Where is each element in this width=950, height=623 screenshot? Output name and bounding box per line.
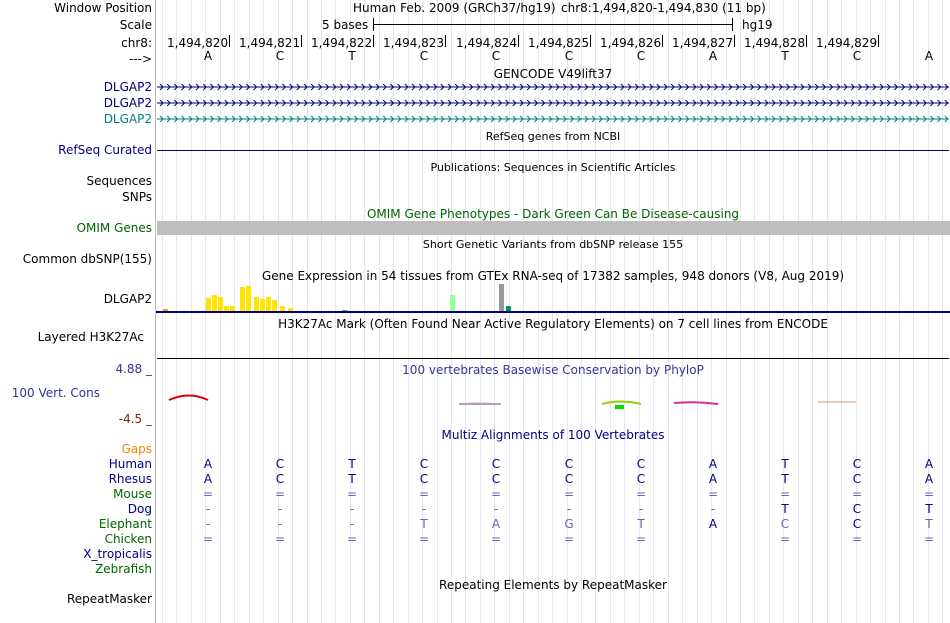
alignment-base-rhesus: A <box>708 472 718 486</box>
alignment-base-human: C <box>419 457 429 471</box>
alignment-base-human: C <box>636 457 646 471</box>
ruler-tick <box>373 35 374 47</box>
alignment-base-elephant: A <box>491 517 501 531</box>
chrom-label: chr8: <box>121 36 152 50</box>
alignment-base-dog: - <box>638 502 644 516</box>
publications-track-title[interactable]: Publications: Sequences in Scientific Articles <box>430 161 676 174</box>
gaps-label[interactable]: Gaps <box>121 442 152 456</box>
common-dbsnp-label[interactable]: Common dbSNP(155) <box>22 252 152 266</box>
gtex-tissue-bar <box>206 298 211 312</box>
alignment-base-human: C <box>852 457 862 471</box>
alignment-base-rhesus: C <box>852 472 862 486</box>
scale-label: Scale <box>119 18 152 32</box>
ruler-coordinate: 1,494,829 <box>816 36 878 50</box>
rhesus-label: Rhesus <box>108 472 152 486</box>
alignment-base-mouse: = <box>923 487 935 501</box>
alignment-base-human: A <box>708 457 718 471</box>
ruler-coordinate: 1,494,823 <box>383 36 445 50</box>
alignment-base-mouse: = <box>274 487 286 501</box>
zebrafish-label: Zebrafish <box>95 562 152 576</box>
alignment-base-dog: - <box>277 502 283 516</box>
ruler-tick <box>229 35 230 47</box>
alignment-base-rhesus: C <box>636 472 646 486</box>
alignment-base-elephant: C <box>780 517 790 531</box>
h3k27ac-baseline <box>157 358 949 359</box>
dlgap2-transcript-3[interactable] <box>157 119 949 120</box>
alignment-base-rhesus: A <box>924 472 934 486</box>
alignment-base-mouse: = <box>202 487 214 501</box>
alignment-base-chicken: = <box>635 532 647 546</box>
scale-text: 5 bases <box>322 18 369 32</box>
alignment-base-mouse: = <box>563 487 575 501</box>
phylop-min-label: -4.5 _ <box>118 412 152 426</box>
ruler-coordinate: 1,494,820 <box>167 36 229 50</box>
alignment-base-chicken: = <box>923 532 935 546</box>
alignment-base-dog: T <box>781 502 789 516</box>
ruler-base: T <box>348 49 356 63</box>
phylop-track-label[interactable]: 100 Vert. Cons <box>11 386 100 400</box>
dlgap2-label-2[interactable]: DLGAP2 <box>103 96 152 110</box>
alignment-base-mouse: = <box>635 487 647 501</box>
alignment-base-dog: - <box>421 502 427 516</box>
dog-label: Dog <box>127 502 152 516</box>
gtex-tissue-bar <box>266 297 271 312</box>
alignment-base-mouse: = <box>779 487 791 501</box>
alignment-base-elephant: - <box>205 517 211 531</box>
repeatmasker-track-title[interactable]: Repeating Elements by RepeatMasker <box>439 578 667 592</box>
alignment-base-chicken: = <box>851 532 863 546</box>
gtex-tissue-bar <box>260 299 265 312</box>
ruler-coordinate: 1,494,827 <box>672 36 734 50</box>
ruler-tick <box>878 35 879 47</box>
alignment-base-mouse: = <box>418 487 430 501</box>
alignment-base-elephant: - <box>349 517 355 531</box>
alignment-base-dog: - <box>566 502 572 516</box>
scale-bar-right-end <box>732 18 733 31</box>
ruler-tick <box>445 35 446 47</box>
layered-h3k27ac-label[interactable]: Layered H3K27Ac <box>37 330 144 344</box>
ruler-base: A <box>924 49 934 63</box>
ruler-coordinate: 1,494,821 <box>239 36 301 50</box>
ruler-base: T <box>781 49 789 63</box>
alignment-base-mouse: = <box>490 487 502 501</box>
ruler-coordinate: 1,494,822 <box>311 36 373 50</box>
alignment-base-elephant: G <box>564 517 574 531</box>
gtex-gene-label[interactable]: DLGAP2 <box>103 292 152 306</box>
ruler-coordinate: 1,494,828 <box>744 36 806 50</box>
ruler-tick <box>590 35 591 47</box>
ruler-coordinate: 1,494,826 <box>600 36 662 50</box>
gtex-tissue-bar <box>240 287 245 312</box>
sequences-label[interactable]: Sequences <box>86 174 152 188</box>
gtex-tissue-bar <box>499 284 504 312</box>
h3k27ac-track-title[interactable]: H3K27Ac Mark (Often Found Near Active Regulatory Elements) on 7 cell lines from ENCODE <box>278 317 828 331</box>
alignment-base-dog: T <box>925 502 933 516</box>
alignment-base-rhesus: A <box>203 472 213 486</box>
alignment-base-rhesus: C <box>491 472 501 486</box>
alignment-base-dog: - <box>493 502 499 516</box>
omim-label[interactable]: OMIM Genes <box>76 221 152 235</box>
alignment-base-chicken: = <box>346 532 358 546</box>
chicken-label: Chicken <box>104 532 152 546</box>
position-text: chr8:1,494,820-1,494,830 (11 bp) <box>561 1 766 15</box>
alignment-base-chicken: = <box>490 532 502 546</box>
dlgap2-label-3[interactable]: DLGAP2 <box>103 112 152 126</box>
gtex-track-title[interactable]: Gene Expression in 54 tissues from GTEx RNA-seq of 17382 samples, 948 donors (V8, Aug 2019) <box>261 269 845 283</box>
window-position-label: Window Position <box>54 1 152 15</box>
alignment-base-chicken: = <box>202 532 214 546</box>
alignment-base-dog: - <box>205 502 211 516</box>
refseq-gene-line[interactable] <box>157 150 949 151</box>
ruler-coordinate: 1,494,825 <box>528 36 590 50</box>
omim-track-title[interactable]: OMIM Gene Phenotypes - Dark Green Can Be Disease-causing <box>366 207 740 221</box>
alignment-base-elephant: - <box>277 517 283 531</box>
alignment-base-mouse: = <box>346 487 358 501</box>
alignment-base-chicken: = <box>418 532 430 546</box>
db-text: hg19 <box>742 18 773 32</box>
alignment-base-mouse: = <box>851 487 863 501</box>
alignment-base-dog: - <box>710 502 716 516</box>
ruler-base: C <box>491 49 501 63</box>
gtex-tissue-bar <box>212 295 217 312</box>
gtex-bar-graph[interactable] <box>156 283 950 313</box>
dbsnp-track-title[interactable]: Short Genetic Variants from dbSNP release 155 <box>422 238 684 251</box>
gtex-tissue-bar <box>254 297 259 312</box>
mouse-label: Mouse <box>113 487 152 501</box>
scale-bar-left-end <box>373 18 374 31</box>
phylop-track-title[interactable]: 100 vertebrates Basewise Conservation by PhyloP <box>402 363 704 377</box>
alignment-base-human: T <box>781 457 789 471</box>
alignment-base-human: C <box>564 457 574 471</box>
gtex-tissue-bar <box>246 286 251 312</box>
phylop-signal <box>156 392 950 412</box>
alignment-base-rhesus: T <box>348 472 356 486</box>
x-tropicalis-label: X_tropicalis <box>83 547 152 561</box>
alignment-base-human: C <box>275 457 285 471</box>
alignment-base-elephant: A <box>708 517 718 531</box>
alignment-base-human: C <box>491 457 501 471</box>
alignment-base-dog: - <box>349 502 355 516</box>
dlgap2-transcript-1[interactable] <box>157 87 949 88</box>
ruler-base: C <box>419 49 429 63</box>
dlgap2-label-1[interactable]: DLGAP2 <box>103 80 152 94</box>
ruler-coordinate: 1,494,824 <box>456 36 518 50</box>
ruler-tick <box>662 35 663 47</box>
scale-bar <box>373 24 732 25</box>
ruler-base: C <box>852 49 862 63</box>
alignment-base-mouse: = <box>707 487 719 501</box>
multiz-track-title[interactable]: Multiz Alignments of 100 Vertebrates <box>441 428 665 442</box>
gencode-track-title[interactable]: GENCODE V49lift37 <box>493 67 613 81</box>
strand-label: ---> <box>128 52 152 66</box>
alignment-base-rhesus: T <box>781 472 789 486</box>
elephant-label: Elephant <box>98 517 152 531</box>
alignment-base-human: T <box>348 457 356 471</box>
ruler-tick <box>518 35 519 47</box>
ruler-tick <box>734 35 735 47</box>
alignment-base-dog: C <box>852 502 862 516</box>
alignment-base-elephant: T <box>637 517 645 531</box>
repeatmasker-label[interactable]: RepeatMasker <box>66 592 152 606</box>
ruler-base: A <box>203 49 213 63</box>
alignment-base-rhesus: C <box>564 472 574 486</box>
gtex-tissue-bar <box>218 297 223 312</box>
alignment-base-elephant: T <box>420 517 428 531</box>
alignment-base-chicken: = <box>274 532 286 546</box>
dlgap2-transcript-2[interactable] <box>157 103 949 104</box>
omim-gene-bar[interactable] <box>157 221 950 235</box>
alignment-base-human: A <box>203 457 213 471</box>
refseq-label[interactable]: RefSeq Curated <box>58 143 152 157</box>
ruler-base: C <box>275 49 285 63</box>
gtex-tissue-bar <box>272 300 277 312</box>
assembly-text: Human Feb. 2009 (GRCh37/hg19) <box>353 1 556 15</box>
ruler-base: C <box>636 49 646 63</box>
alignment-base-elephant: C <box>852 517 862 531</box>
phylop-max-label: 4.88 _ <box>115 362 152 376</box>
refseq-track-title[interactable]: RefSeq genes from NCBI <box>485 130 621 143</box>
human-label: Human <box>108 457 152 471</box>
alignment-base-chicken: = <box>563 532 575 546</box>
gtex-tissue-bar <box>450 295 455 312</box>
alignment-base-elephant: T <box>925 517 933 531</box>
alignment-base-rhesus: C <box>419 472 429 486</box>
ruler-tick <box>301 35 302 47</box>
snps-label[interactable]: SNPs <box>122 190 152 204</box>
ruler-base: A <box>708 49 718 63</box>
alignment-base-chicken: = <box>779 532 791 546</box>
alignment-base-human: A <box>924 457 934 471</box>
ruler-base: C <box>564 49 574 63</box>
alignment-base-rhesus: C <box>275 472 285 486</box>
ruler-tick <box>806 35 807 47</box>
